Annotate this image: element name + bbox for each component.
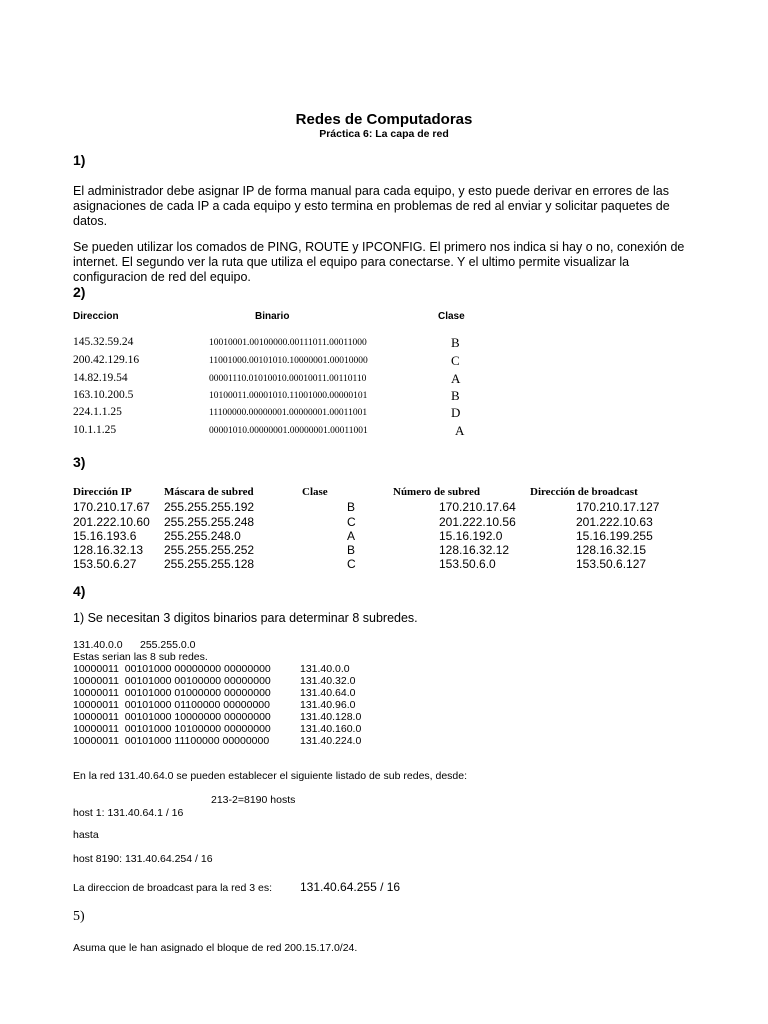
s3-row-2-subnet: 201.222.10.56 <box>439 515 516 529</box>
document-subtitle: Práctica 6: La capa de red <box>319 128 449 140</box>
s2-row-5-ip: 224.1.1.25 <box>73 406 122 418</box>
s3-row-1-class: B <box>347 500 356 514</box>
s2-row-4-ip: 163.10.200.5 <box>73 389 134 401</box>
s3-row-2-class: C <box>347 515 356 529</box>
s4-subnet-1-binary: 10000011 00101000 00000000 00000000 <box>73 663 271 675</box>
s4-subnet-1-ip: 131.40.0.0 <box>300 663 350 675</box>
s3-row-4-subnet: 128.16.32.12 <box>439 543 510 557</box>
s3-row-5-subnet: 153.50.6.0 <box>439 557 496 571</box>
s3-row-3-class: A <box>347 529 356 543</box>
s4-subnet-2-binary: 10000011 00101000 00100000 00000000 <box>73 675 271 687</box>
s2-row-2-class: C <box>451 353 460 368</box>
s3-row-4-ip: 128.16.32.13 <box>73 543 144 557</box>
s4-host-first: host 1: 131.40.64.1 / 16 <box>73 807 184 819</box>
s3-row-1-ip: 170.210.17.67 <box>73 500 150 514</box>
s3-row-1-subnet: 170.210.17.64 <box>439 500 516 514</box>
s3-row-4-mask: 255.255.255.252 <box>164 543 255 557</box>
s4-network: 131.40.0.0 <box>73 639 123 651</box>
s2-header-clase: Clase <box>438 311 465 322</box>
s3-row-5-class: C <box>347 557 356 571</box>
s2-header-binario: Binario <box>255 311 290 322</box>
s2-row-6-ip: 10.1.1.25 <box>73 424 117 436</box>
s4-subnet-6-ip: 131.40.160.0 <box>300 723 362 735</box>
s3-row-4-class: B <box>347 543 356 557</box>
s4-list-label: Estas serian las 8 sub redes. <box>73 651 208 663</box>
section-4-heading: 4) <box>73 583 86 599</box>
s3-header-ip: Dirección IP <box>73 486 132 498</box>
s2-row-6-binary: 00001010.00000001.00000001.00011001 <box>209 426 368 436</box>
section-1-paragraph-2: Se pueden utilizar los comados de PING, ROUTE y IPCONFIG. El primero nos indica si hay o no, conexión de internet. El segundo ver la ruta que utiliza el equipo para conectarse. Y el ultimo permite visualizar la configuracion de red del equipo. <box>73 240 685 284</box>
s4-subnet-7-ip: 131.40.224.0 <box>300 735 362 747</box>
s3-row-5-ip: 153.50.6.27 <box>73 557 137 571</box>
section-2-heading: 2) <box>73 284 86 300</box>
s3-row-1-mask: 255.255.255.192 <box>164 500 255 514</box>
s3-row-3-ip: 15.16.193.6 <box>73 529 137 543</box>
s2-row-3-binary: 00001110.01010010.00010011.00110110 <box>209 374 367 384</box>
s3-row-2-mask: 255.255.255.248 <box>164 515 255 529</box>
s4-host-last: host 8190: 131.40.64.254 / 16 <box>73 853 213 865</box>
s2-row-4-class: B <box>451 388 460 403</box>
s3-header-mask: Máscara de subred <box>164 486 254 498</box>
s3-header-subnet: Número de subred <box>393 486 480 498</box>
s2-row-3-ip: 14.82.19.54 <box>73 372 128 384</box>
document-title: Redes de Computadoras <box>295 111 473 128</box>
s3-row-4-broadcast: 128.16.32.15 <box>576 543 647 557</box>
s2-row-6-class: A <box>455 423 465 438</box>
section-1-heading: 1) <box>73 152 86 168</box>
s3-header-broadcast: Dirección de broadcast <box>530 486 638 498</box>
s3-row-5-broadcast: 153.50.6.127 <box>576 557 647 571</box>
s4-hosts-calc: 213-2=8190 hosts <box>211 794 296 806</box>
s2-row-1-class: B <box>451 335 460 350</box>
s2-row-3-class: A <box>451 371 461 386</box>
s4-subnet-6-binary: 10000011 00101000 10100000 00000000 <box>73 723 271 735</box>
section-3-heading: 3) <box>73 454 86 470</box>
s4-subnet-5-binary: 10000011 00101000 10000000 00000000 <box>73 711 271 723</box>
s4-red-text: En la red 131.40.64.0 se pueden establecer el siguiente listado de sub redes, desde: <box>73 770 468 782</box>
s4-broadcast-value: 131.40.64.255 / 16 <box>300 880 401 894</box>
s4-broadcast-label: La direccion de broadcast para la red 3 es: <box>73 882 273 894</box>
s3-row-5-mask: 255.255.255.128 <box>164 557 255 571</box>
s4-subnet-3-binary: 10000011 00101000 01000000 00000000 <box>73 687 271 699</box>
s2-row-4-binary: 10100011.00001010.11001000.00000101 <box>209 391 368 401</box>
s4-hasta: hasta <box>73 829 99 841</box>
s2-row-1-ip: 145.32.59.24 <box>73 336 134 348</box>
s2-row-2-ip: 200.42.129.16 <box>73 354 140 366</box>
s3-row-3-subnet: 15.16.192.0 <box>439 529 503 543</box>
s4-subnet-7-binary: 10000011 00101000 11100000 00000000 <box>73 735 270 747</box>
s4-subnet-2-ip: 131.40.32.0 <box>300 675 356 687</box>
s3-row-2-ip: 201.222.10.60 <box>73 515 150 529</box>
s4-intro: 1) Se necesitan 3 digitos binarios para determinar 8 subredes. <box>73 611 418 625</box>
s4-subnet-4-binary: 10000011 00101000 01100000 00000000 <box>73 699 270 711</box>
s4-subnet-4-ip: 131.40.96.0 <box>300 699 356 711</box>
s2-row-2-binary: 11001000.00101010.10000001.00010000 <box>209 356 368 366</box>
s3-row-1-broadcast: 170.210.17.127 <box>576 500 660 514</box>
s2-row-5-class: D <box>451 405 461 420</box>
s2-row-5-binary: 11100000.00000001.00000001.00011001 <box>209 408 368 418</box>
section-1-paragraph-1: El administrador debe asignar IP de forma manual para cada equipo, y esto puede derivar en errores de las asignaciones de cada IP a cada equipo y esto termina en problemas de red al enviar y solicitar paquetes de datos. <box>73 184 670 228</box>
s4-subnet-5-ip: 131.40.128.0 <box>300 711 362 723</box>
s3-row-2-broadcast: 201.222.10.63 <box>576 515 653 529</box>
s3-row-3-mask: 255.255.248.0 <box>164 529 241 543</box>
s5-text: Asuma que le han asignado el bloque de red 200.15.17.0/24. <box>73 942 358 954</box>
s3-row-3-broadcast: 15.16.199.255 <box>576 529 653 543</box>
section-5-heading: 5) <box>73 909 85 924</box>
s4-mask: 255.255.0.0 <box>140 639 196 651</box>
s2-row-1-binary: 10010001.00100000.00111011.00011000 <box>209 338 367 348</box>
s3-header-class: Clase <box>302 486 328 498</box>
s4-subnet-3-ip: 131.40.64.0 <box>300 687 356 699</box>
s2-header-direccion: Direccion <box>73 311 119 322</box>
